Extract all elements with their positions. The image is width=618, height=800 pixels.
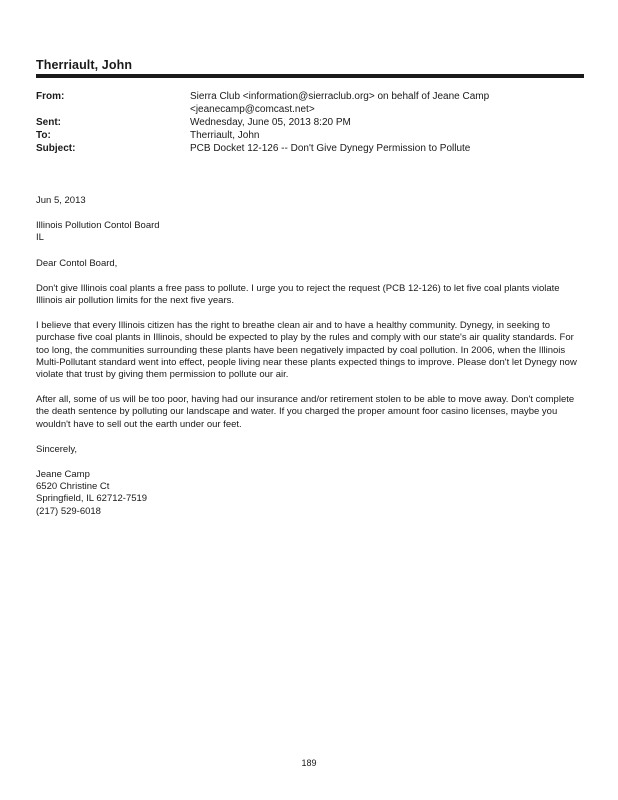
page-number: 189: [301, 758, 317, 768]
to-label: To:: [36, 130, 51, 141]
paragraph-2: I believe that every Illinois citizen has the right to breathe clean air and to have a healthy community. Dynegy, in seeking to purchase five coal plants in Illinois, should be expected to play by the rules and comply with our state's air quality standards. For too long, the communities surrounding these plants have been negatively impacted by coal pollution. In 2006, when the Illinois Multi-Pollutant standard went into effect, people living near these plants expected things to improve. Please don't let Dynegy now violate that trust by giving them permission to pollute our air.: [36, 320, 577, 381]
header-rule: [36, 74, 584, 78]
paragraph-1: Don't give Illinois coal plants a free pass to pollute. I urge you to reject the request (PCB 12-126) to let five coal plants violate Illinois air pollution limits for the next five years.: [36, 282, 560, 307]
signer-name: Jeane Camp: [36, 469, 90, 481]
recipient-block: [36, 220, 584, 244]
recipient-line-1: Illinois Pollution Contol Board: [36, 220, 160, 232]
signer-phone: (217) 529-6018: [36, 505, 101, 517]
from-label: From:: [36, 91, 65, 102]
sent-label: Sent:: [36, 117, 61, 128]
letter-date: Jun 5, 2013: [36, 195, 86, 206]
subject-label: Subject:: [36, 143, 76, 154]
signer-city: Springfield, IL 62712-7519: [36, 493, 148, 505]
signer-street: 6520 Christine Ct: [36, 481, 110, 493]
letter-body: [36, 195, 584, 518]
subject-value: PCB Docket 12-126 -- Don't Give Dynegy Permission to Pollute: [190, 143, 471, 154]
signature-block: [36, 469, 584, 518]
to-value: Therriault, John: [190, 130, 260, 141]
recipient-line-2: IL: [36, 232, 44, 244]
closing: Sincerely,: [36, 443, 78, 455]
owner-name: Therriault, John: [36, 58, 133, 72]
salutation: Dear Contol Board,: [36, 257, 118, 269]
sent-value: Wednesday, June 05, 2013 8:20 PM: [190, 117, 351, 128]
paragraph-3: After all, some of us will be too poor, having had our insurance and/or retirement stolen to be able to move away. Don't complete the death sentence by polluting our landscape and water. If you charged the proper amount foor casino licenses, maybe you wouldn't have to sell out the earth under our feet.: [36, 394, 575, 430]
from-value: Sierra Club <information@sierraclub.org> on behalf of Jeane Camp <jeanecamp@comcast.net>: [190, 91, 490, 115]
